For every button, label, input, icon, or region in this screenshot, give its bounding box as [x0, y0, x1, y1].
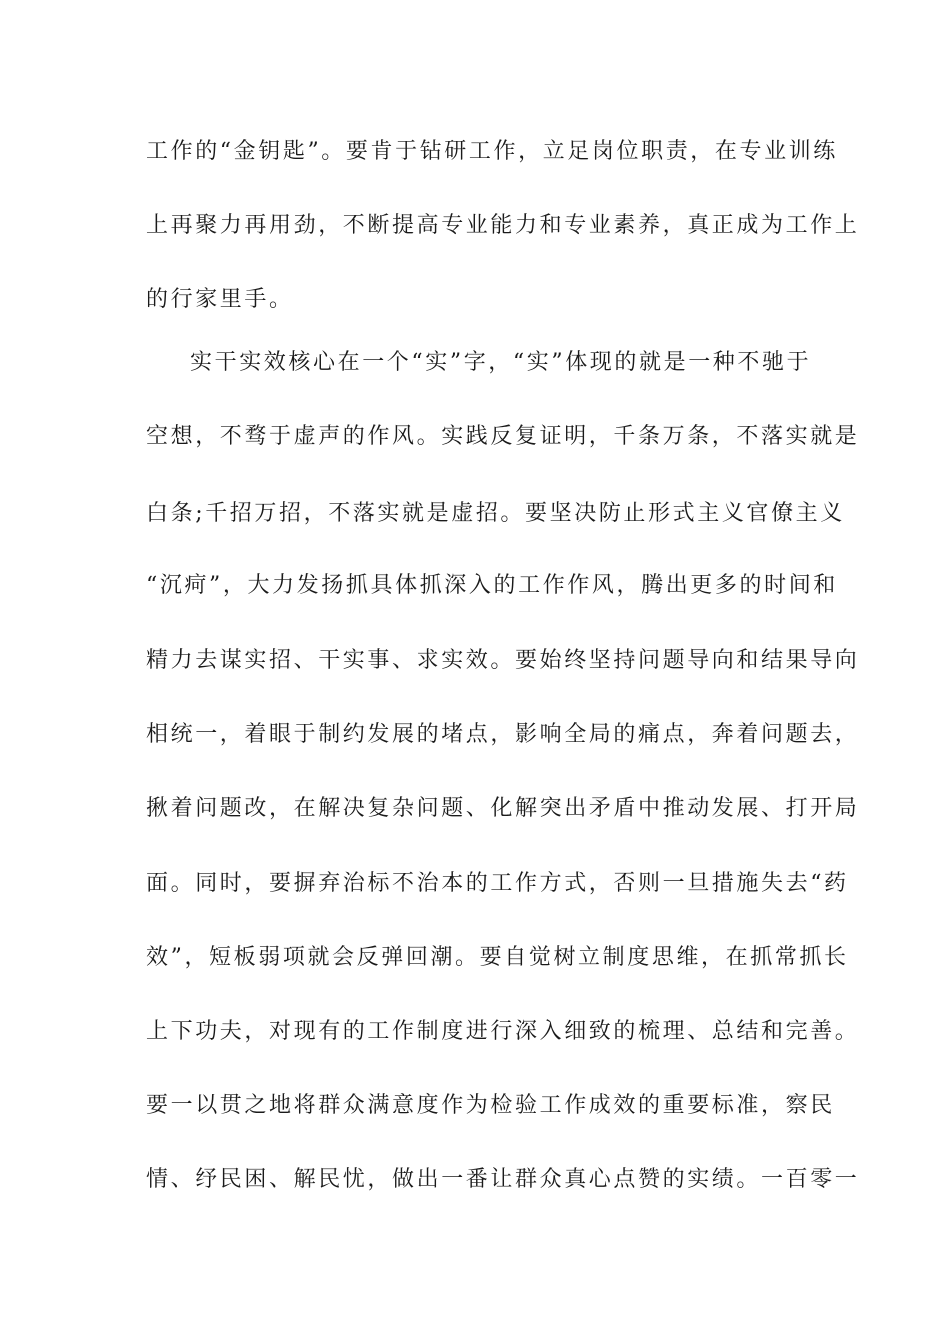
text-line: 相统一，着眼于制约发展的堵点，影响全局的痛点，奔着问题去，	[146, 722, 860, 747]
text-line: 面。同时，要摒弃治标不治本的工作方式，否则一旦措施失去“药	[146, 871, 849, 896]
text-line: 空想，不骛于虚声的作风。实践反复证明，千条万条，不落实就是	[146, 424, 860, 449]
text-line: 要一以贯之地将群众满意度作为检验工作成效的重要标准，察民	[146, 1093, 835, 1118]
text-line: “沉疴”，大力发扬抓具体抓深入的工作作风，腾出更多的时间和	[146, 573, 838, 598]
paragraph-first-line: 实干实效核心在一个“实”字，“实”体现的就是一种不驰于	[190, 350, 812, 375]
text-line: 工作的“金钥匙”。要肯于钻研工作，立足岗位职责，在专业训练	[146, 139, 838, 164]
text-line: 白条;千招万招，不落实就是虚招。要坚决防止形式主义官僚主义	[146, 501, 845, 526]
text-line: 精力去谋实招、干实事、求实效。要始终坚持问题导向和结果导向	[146, 648, 860, 673]
text-line: 效”，短板弱项就会反弹回潮。要自觉树立制度思维，在抓常抓长	[146, 945, 849, 970]
text-line: 揪着问题改，在解决复杂问题、化解突出矛盾中推动发展、打开局	[146, 796, 860, 821]
text-line: 情、纾民困、解民忧，做出一番让群众真心点赞的实绩。一百零一	[146, 1167, 860, 1192]
text-line: 上再聚力再用劲，不断提高专业能力和专业素养，真正成为工作上	[146, 213, 860, 238]
text-line: 的行家里手。	[146, 287, 294, 312]
text-line: 上下功夫，对现有的工作制度进行深入细致的梳理、总结和完善。	[146, 1019, 860, 1044]
